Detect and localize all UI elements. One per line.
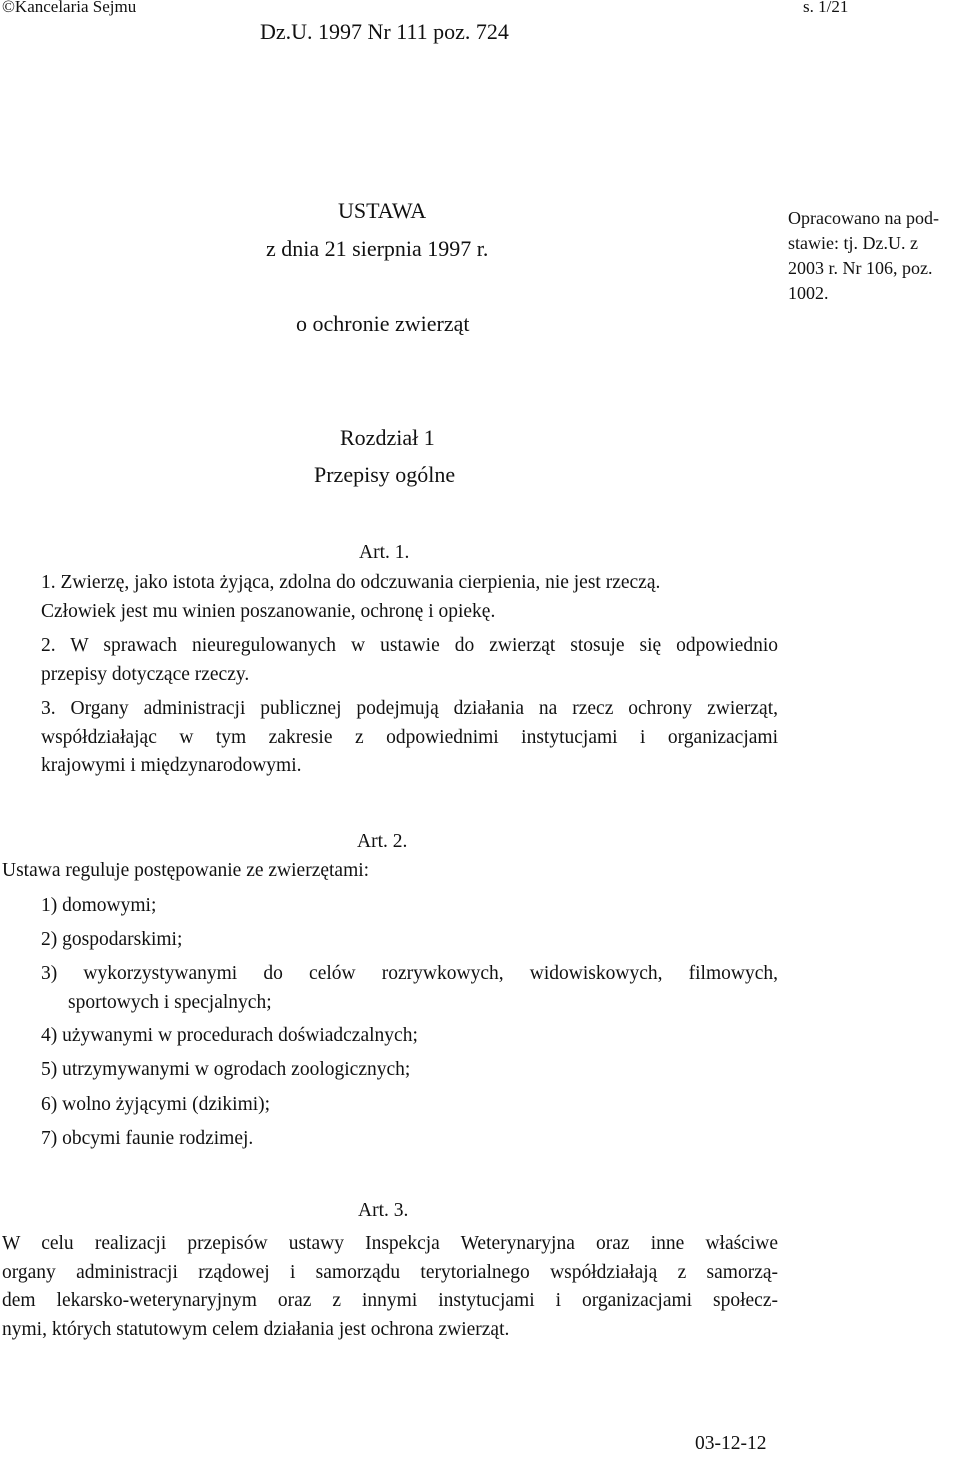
art1-heading: Art. 1. — [359, 542, 410, 563]
act-kind: USTAWA — [338, 198, 427, 223]
list-item: 1) domowymi; — [41, 895, 157, 916]
list-item-multiline — [41, 960, 778, 1017]
art3-line: W celu realizacji przepisów ustawy Inspekcja Weterynaryjna oraz inne właściwe — [2, 1233, 778, 1254]
journal-reference: Dz.U. 1997 Nr 111 poz. 724 — [260, 19, 509, 44]
art1-p1-line1: 1. Zwierzę, jako istota żyjąca, zdolna do odczuwania cierpienia, nie jest rzeczą. — [41, 572, 661, 593]
list-item: 7) obcymi faunie rodzimej. — [41, 1128, 254, 1149]
art1-p3-line1: 3. Organy administracji publicznej podejmują działania na rzecz ochrony zwierząt, — [41, 698, 778, 719]
side-note-line: stawie: tj. Dz.U. z — [788, 233, 918, 253]
art2-intro: Ustawa reguluje postępowanie ze zwierzętami: — [2, 860, 370, 881]
side-note-line: Opracowano na pod- — [788, 208, 939, 228]
art1-section — [41, 569, 778, 781]
art1-p2-line2: przepisy dotyczące rzeczy. — [41, 663, 250, 685]
act-date: z dnia 21 sierpnia 1997 r. — [266, 236, 489, 261]
art1-p3-line2: współdziałając w tym zakresie z odpowiednimi instytucjami i organizacjami — [41, 726, 778, 748]
art1-p3-line3: krajowymi i międzynarodowymi. — [41, 755, 302, 776]
side-note — [788, 206, 939, 306]
act-subject: o ochronie zwierząt — [296, 311, 470, 336]
art3-heading: Art. 3. — [358, 1200, 409, 1221]
list-item: 6) wolno żyjącymi (dzikimi); — [41, 1094, 271, 1115]
list-item: 3) wykorzystywanymi do celów rozrywkowych, widowiskowych, filmowych, — [41, 963, 778, 984]
art3-line: dem lekarsko-weterynaryjnym oraz z innymi instytucjami i organizacjami społecz- — [2, 1290, 778, 1311]
side-note-line: 1002. — [788, 283, 829, 303]
footer-date-code: 03-12-12 — [695, 1433, 767, 1454]
side-note-line: 2003 r. Nr 106, poz. — [788, 258, 933, 278]
list-item-continuation: sportowych i specjalnych; — [68, 991, 272, 1013]
list-item: 2) gospodarskimi; — [41, 929, 183, 950]
art1-p1-line2: Człowiek jest mu winien poszanowanie, ochronę i opiekę. — [41, 600, 496, 622]
list-item: 5) utrzymywanymi w ogrodach zoologicznych; — [41, 1059, 411, 1080]
page-number: s. 1/21 — [803, 0, 849, 16]
art2-heading: Art. 2. — [357, 831, 408, 852]
source-label: ©Kancelaria Sejmu — [2, 0, 137, 16]
art3-line: organy administracji rządowej i samorządu terytorialnego współdziałają z samorzą- — [2, 1261, 778, 1283]
art3-line: nymi, których statutowym celem działania jest ochrona zwierząt. — [2, 1318, 510, 1340]
list-item: 4) używanymi w procedurach doświadczalnych; — [41, 1025, 418, 1046]
art3-paragraph — [2, 1230, 778, 1344]
chapter-name: Przepisy ogólne — [314, 462, 456, 487]
art1-p2-line1: 2. W sprawach nieuregulowanych w ustawie do zwierząt stosuje się odpowiednio — [41, 635, 778, 656]
chapter-number: Rozdział 1 — [340, 425, 435, 450]
